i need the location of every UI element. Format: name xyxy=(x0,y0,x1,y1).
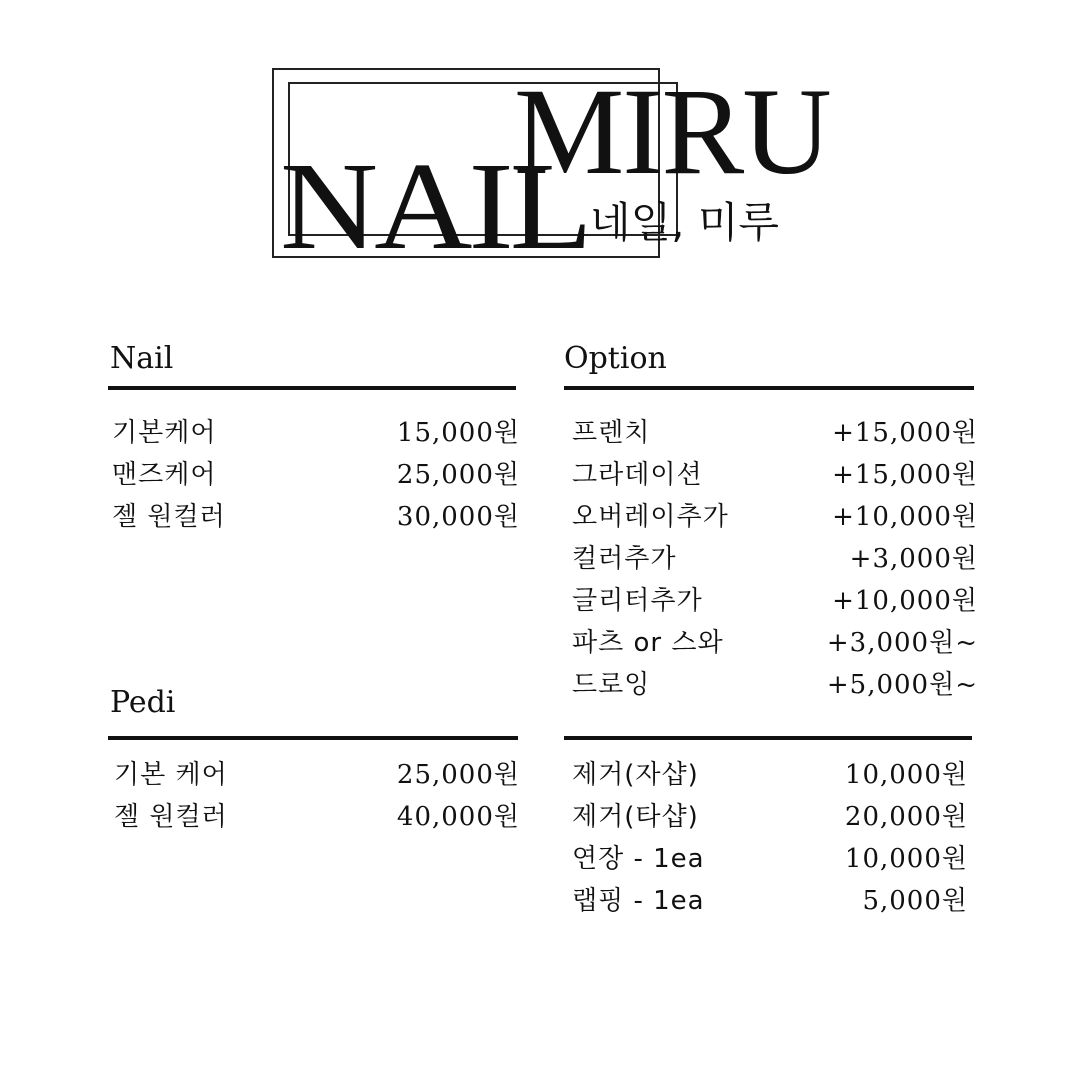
item-price: +15,000원 xyxy=(832,418,978,448)
list-item xyxy=(572,796,968,838)
item-price: +15,000원 xyxy=(832,460,978,490)
item-price: 25,000원 xyxy=(396,760,520,790)
item-name: 젤 원컬러 xyxy=(114,802,228,832)
logo-korean-name: 네일, 미루 xyxy=(590,198,779,247)
list-item xyxy=(572,496,978,538)
brand-logo xyxy=(268,62,830,276)
list-item xyxy=(572,664,978,706)
item-name: 기본케어 xyxy=(112,418,217,448)
item-name: 맨즈케어 xyxy=(112,460,217,490)
item-name: 그라데이션 xyxy=(572,460,703,490)
item-price: 15,000원 xyxy=(396,418,520,448)
option-section-title: Option xyxy=(564,341,667,376)
item-name: 제거(타샵) xyxy=(572,802,699,832)
item-price: +3,000원~ xyxy=(826,628,978,658)
option-price-list xyxy=(572,412,978,706)
option-divider xyxy=(564,386,974,390)
item-name: 연장 - 1ea xyxy=(572,844,705,874)
item-name: 제거(자샵) xyxy=(572,760,699,790)
item-price: 10,000원 xyxy=(844,844,968,874)
list-item xyxy=(572,622,978,664)
item-name: 젤 원컬러 xyxy=(112,502,226,532)
item-price: +5,000원~ xyxy=(826,670,978,700)
list-item xyxy=(112,496,520,538)
item-name: 드로잉 xyxy=(572,670,651,700)
item-price: 40,000원 xyxy=(396,802,520,832)
extra-price-list xyxy=(572,754,968,922)
item-price: 25,000원 xyxy=(396,460,520,490)
list-item xyxy=(572,454,978,496)
item-price: +3,000원 xyxy=(849,544,978,574)
item-name: 컬러추가 xyxy=(572,544,677,574)
item-price: 20,000원 xyxy=(844,802,968,832)
item-name: 기본 케어 xyxy=(114,760,228,790)
item-price: 5,000원 xyxy=(862,886,968,916)
list-item xyxy=(114,754,520,796)
logo-word-miru: MIRU xyxy=(514,63,830,200)
list-item xyxy=(572,838,968,880)
list-item xyxy=(114,796,520,838)
item-price: 30,000원 xyxy=(396,502,520,532)
logo-word-nail: NAIL xyxy=(280,137,589,276)
item-price: 10,000원 xyxy=(844,760,968,790)
list-item xyxy=(572,880,968,922)
item-price: +10,000원 xyxy=(832,586,978,616)
item-name: 파츠 or 스와 xyxy=(572,628,724,658)
pedi-divider xyxy=(108,736,518,740)
item-price: +10,000원 xyxy=(832,502,978,532)
item-name: 오버레이추가 xyxy=(572,502,729,532)
list-item xyxy=(572,412,978,454)
extra-divider xyxy=(564,736,972,740)
list-item xyxy=(572,754,968,796)
nail-price-list xyxy=(112,412,520,538)
pedi-price-list xyxy=(114,754,520,838)
nail-section-title: Nail xyxy=(110,341,174,376)
nail-divider xyxy=(108,386,516,390)
list-item xyxy=(572,538,978,580)
item-name: 프렌치 xyxy=(572,418,651,448)
list-item xyxy=(112,412,520,454)
list-item xyxy=(112,454,520,496)
item-name: 글리터추가 xyxy=(572,586,703,616)
item-name: 랩핑 - 1ea xyxy=(572,886,705,916)
list-item xyxy=(572,580,978,622)
pedi-section-title: Pedi xyxy=(110,685,176,720)
